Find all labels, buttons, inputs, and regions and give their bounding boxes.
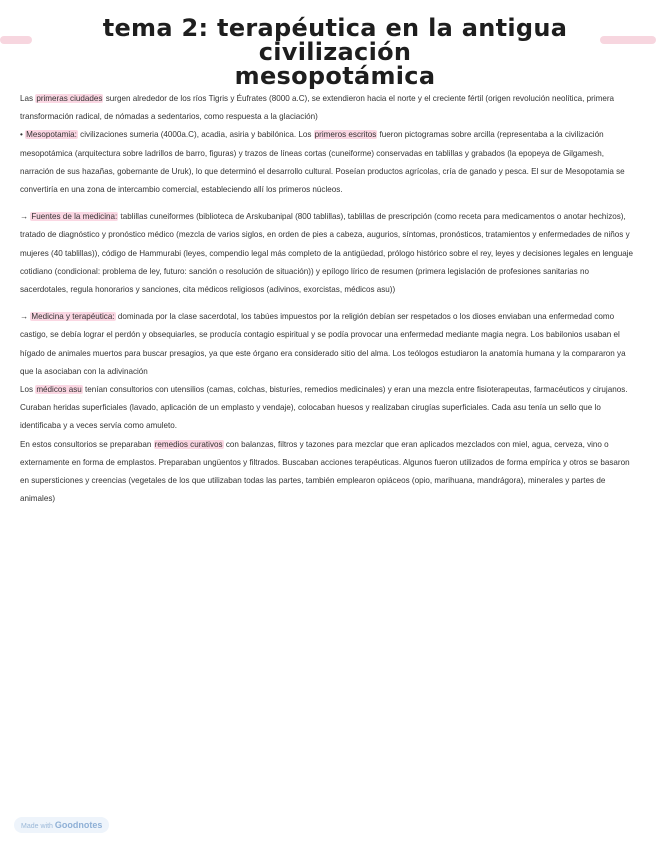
title-highlight-left xyxy=(0,36,32,44)
paragraph-p4 xyxy=(20,308,636,381)
title-line-1: tema 2: terapéutica en la antigua civilización xyxy=(102,14,568,66)
paragraph-text: En estos consultorios se preparaban xyxy=(20,439,154,449)
made-with-label: Made with xyxy=(21,823,53,830)
goodnotes-brand: Goodnotes xyxy=(54,820,103,830)
page-title xyxy=(40,16,630,88)
paragraph-text: tablillas cuneiformes (biblioteca de Arskubanipal (800 tablillas), tablillas de prescripción (como receta para medicamentos o anotar hechizos), tratado de diagnóstico y pronóstico médico (mezcla de varios siglos, en orden de pies a cabeza, augurios, síntomas, pronósticos, tratamientos y enfermedades de niños y mujeres (40 tablillas)), código de Hammurabi (leyes, compendio legal más completo de la antigüedad, prólogo histórico sobre el rey, leyes y decisiones legales en lenguaje cotidiano (condicional: problema de ley, futuro: sanción o resolución de situación)) y epílogo lírico de resumen (primera legislación de profesiones sanitarias no sacerdotales, regula honorarios y sanciones, cita médicos religiosos (adivinos, exorcistas, médicos asu)) xyxy=(20,212,634,295)
highlighted-term: primeras ciudades xyxy=(36,94,103,103)
paragraph-p2 xyxy=(20,126,636,199)
paragraph-text: civilizaciones sumeria (4000a.C), acadia, asiria y babilónica. Los xyxy=(77,130,314,140)
highlighted-term: Fuentes de la medicina: xyxy=(31,212,118,222)
highlighted-term: remedios curativos xyxy=(154,439,223,449)
highlighted-term: primeros escritos xyxy=(314,130,377,140)
paragraph-text: fueron pictogramas sobre arcilla (representaba a la civilización mesopotámica (arquitectura sobre ladrillos de barro, figuras) y trazos de líneas cortas (cuneiforme) conservadas en tablillas y grabados (la epopeya de Gilgamesh, narración de sus hazañas, gobernante de Uruk), lo que determinó el desarrollo cultural. Poseían productos agrícolas, cría de ganado y pesca. El sur de Mesopotamia se convertiría en una zona de intercambio comercial, estableciendo allí los primeros núcleos. xyxy=(20,130,625,195)
paragraph-p5 xyxy=(20,381,636,436)
highlighted-term: Medicina y terapéutica: xyxy=(31,312,115,322)
paragraph-p3 xyxy=(20,208,636,299)
note-body xyxy=(20,90,636,508)
highlighted-term: médicos asu xyxy=(36,385,82,395)
paragraph-text: surgen alrededor de los ríos Tigris y Éufrates (8000 a.C), se extendieron hacia el norte y el creciente fértil (origen revolución neolítica, primera transformación radical, de nómadas a sedentarios, como respuesta a la glaciación) xyxy=(20,94,615,122)
paragraph-p6 xyxy=(20,436,636,509)
paragraph-text: con balanzas, filtros y tazones para mezclar que eran aplicados mezclados con miel, agua, cerveza, vino o externamente en forma de emplastos. Preparaban ungüentos y filtrados. Buscaban acciones terapéuticas. Algunos fueron utilizados de forma empírica y otros se basaron en supersticiones y creencias (vegetales de los que utilizaban todas las partes, también emplearon opiáceos (opio, marihuana, mandrágora), minerales y partes de animales) xyxy=(20,439,630,504)
goodnotes-badge[interactable] xyxy=(14,817,109,833)
paragraph-text: Las xyxy=(20,94,36,103)
paragraph-text: • xyxy=(20,130,26,140)
paragraph-text: → xyxy=(20,212,31,222)
paragraph-text: → xyxy=(20,312,31,322)
paragraph-text: Los xyxy=(20,385,36,395)
highlighted-term: Mesopotamia: xyxy=(26,130,77,140)
paragraph-text: tenían consultorios con utensilios (camas, colchas, bisturíes, remedios medicinales) y eran una mezcla entre fisioterapeutas, farmacéuticos y cirujanos. Curaban heridas superficiales (lavado, aplicación de un emplasto y vendaje), colocaban huesos y realizaban cirugías superficiales. Cada asu tenía un sello que lo identificaba y a veces servía como amuleto. xyxy=(20,385,628,431)
paragraph-p1 xyxy=(20,90,636,126)
paragraph-text: dominada por la clase sacerdotal, los tabúes impuestos por la religión debían ser respetados o los dioses enviaban una enfermedad como castigo, se debía lograr el perdón y obsequiarles, se producía contagio espiritual y se podía provocar una enfermedad mediante magia negra. Los babilonios usaban el hígado de animales muertos para buscar presagios, ya que este órgano era considerado sitio del alma. Los teólogos estudiaron la anatomía humana y la compararon ya que la asociaban con la adivinación xyxy=(20,312,626,376)
title-line-2: mesopotámica xyxy=(234,62,436,90)
